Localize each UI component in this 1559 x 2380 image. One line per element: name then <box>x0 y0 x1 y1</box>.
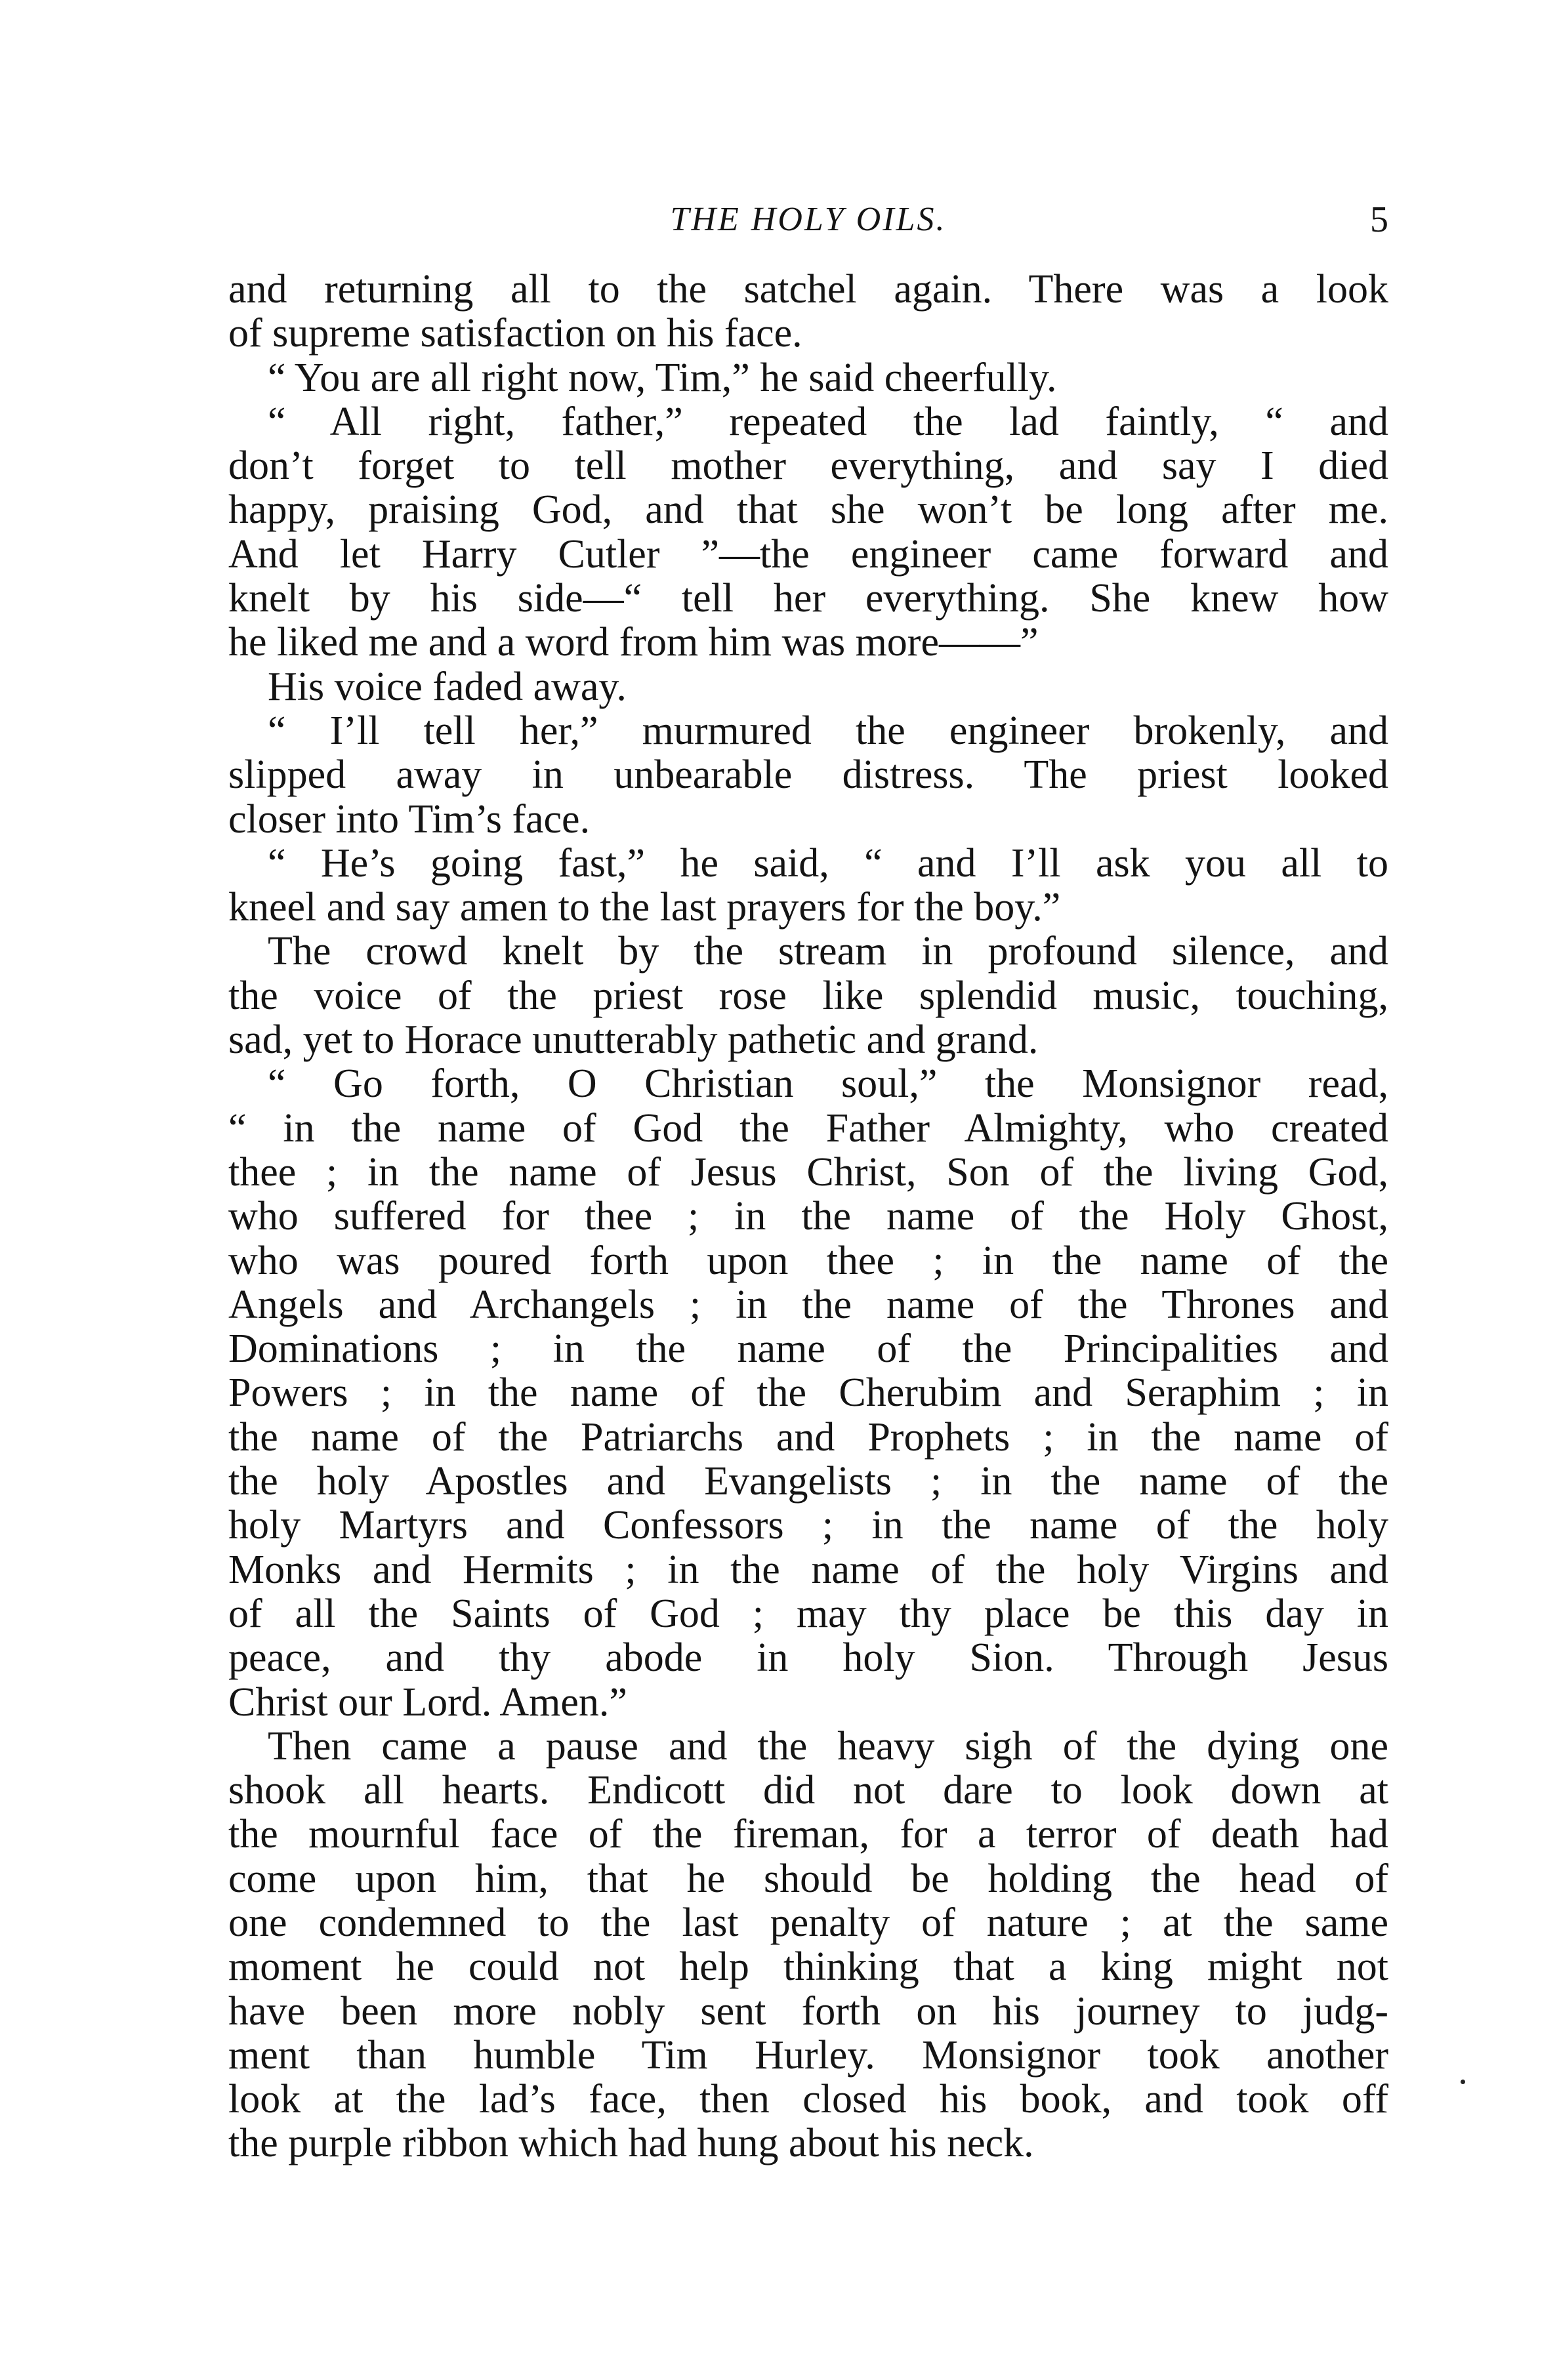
text-line: have been more nobly sent forth on his journey to judg- <box>228 1988 1388 2034</box>
text-line: Powers ; in the name of the Cherubim and Seraphim ; in <box>228 1370 1388 1416</box>
print-speck <box>1461 2080 1465 2084</box>
text-line: come upon him, that he should be holding the head of <box>228 1856 1388 1901</box>
body-text <box>228 268 1388 2166</box>
text-line: he liked me and a word from him was more——” <box>228 620 1039 665</box>
text-line: Angels and Archangels ; in the name of the Thrones and <box>228 1282 1388 1327</box>
text-line: the voice of the priest rose like splendid music, touching, <box>228 973 1388 1018</box>
text-line: The crowd knelt by the stream in profound silence, and <box>268 929 1388 974</box>
text-line: sad, yet to Horace unutterably pathetic and grand. <box>228 1017 1039 1063</box>
text-line: slipped away in unbearable distress. The priest looked <box>228 752 1388 798</box>
text-line: closer into Tim’s face. <box>228 796 591 842</box>
text-line: Christ our Lord. Amen.” <box>228 1679 627 1725</box>
text-line: the holy Apostles and Evangelists ; in the name of the <box>228 1459 1388 1504</box>
text-line: thee ; in the name of Jesus Christ, Son of the living God, <box>228 1149 1388 1195</box>
text-line: the name of the Patriarchs and Prophets ; in the name of <box>228 1414 1388 1460</box>
running-title: THE HOLY OILS. <box>670 201 947 238</box>
text-line: peace, and thy abode in holy Sion. Through Jesus <box>228 1635 1388 1681</box>
text-line: the mournful face of the fireman, for a terror of death had <box>228 1812 1388 1857</box>
text-line: moment he could not help thinking that a king might not <box>228 1944 1388 1990</box>
text-line: Dominations ; in the name of the Principalities and <box>228 1326 1388 1372</box>
text-line: knelt by his side—“ tell her everything. She knew how <box>228 576 1388 621</box>
text-line: one condemned to the last penalty of nature ; at the same <box>228 1900 1388 1945</box>
text-line: of all the Saints of God ; may thy place be this day in <box>228 1591 1388 1636</box>
text-line: happy, praising God, and that she won’t be long after me. <box>228 487 1388 533</box>
text-line: “ You are all right now, Tim,” he said cheerfully. <box>268 355 1057 400</box>
text-line: “ He’s going fast,” he said, “ and I’ll ask you all to <box>268 840 1388 886</box>
text-line: the purple ribbon which had hung about his neck. <box>228 2121 1034 2166</box>
text-line: kneel and say amen to the last prayers for the boy.” <box>228 885 1061 930</box>
text-line: Then came a pause and the heavy sigh of the dying one <box>268 1723 1388 1769</box>
text-line: and returning all to the satchel again. There was a look <box>228 267 1388 312</box>
running-head <box>228 197 1388 243</box>
text-line: don’t forget to tell mother everything, and say I died <box>228 443 1388 489</box>
text-line: ment than humble Tim Hurley. Monsignor took another <box>228 2032 1388 2078</box>
text-line: “ in the name of God the Father Almighty, who created <box>228 1105 1388 1151</box>
text-line: Monks and Hermits ; in the name of the holy Virgins and <box>228 1547 1388 1592</box>
text-line: holy Martyrs and Confessors ; in the name of the holy <box>228 1503 1388 1548</box>
page-number: 5 <box>1370 199 1388 240</box>
text-line: “ All right, father,” repeated the lad faintly, “ and <box>268 399 1388 444</box>
text-line: His voice faded away. <box>268 664 627 709</box>
text-line: look at the lad’s face, then closed his book, and took off <box>228 2077 1388 2122</box>
text-line: “ I’ll tell her,” murmured the engineer brokenly, and <box>268 708 1388 753</box>
text-line: “ Go forth, O Christian soul,” the Monsignor read, <box>268 1061 1388 1107</box>
text-line: shook all hearts. Endicott did not dare to look down at <box>228 1768 1388 1813</box>
text-line: of supreme satisfaction on his face. <box>228 311 802 356</box>
text-line: who was poured forth upon thee ; in the name of the <box>228 1238 1388 1283</box>
text-line: who suffered for thee ; in the name of the Holy Ghost, <box>228 1194 1388 1239</box>
text-line: And let Harry Cutler ”—the engineer came forward and <box>228 531 1388 577</box>
